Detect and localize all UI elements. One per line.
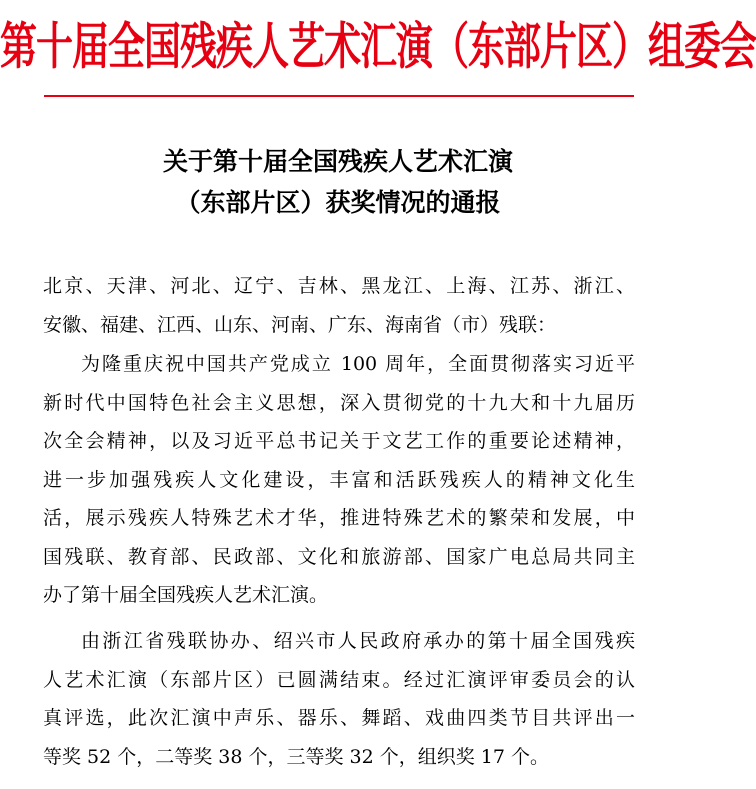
paragraph-line: 进一步加强残疾人文化建设，丰富和活跃残疾人的精神文化生 [43, 468, 635, 491]
paragraph-line: 国残联、教育部、民政部、文化和旅游部、国家广电总局共同主 [43, 545, 635, 568]
letterhead-title: 第十届全国残疾人艺术汇演（东部片区）组委会 [0, 17, 756, 76]
document-title-line-1: 关于第十届全国残疾人艺术汇演 [162, 147, 513, 176]
paragraph-line: 真评选，此次汇演中声乐、器乐、舞蹈、戏曲四类节目共评出一 [43, 707, 635, 729]
paragraph-line: 等奖 52 个，二等奖 38 个，三等奖 32 个，组织奖 17 个。 [43, 745, 550, 768]
recipients-line: 安徽、福建、江西、山东、河南、广东、海南省（市）残联： [43, 313, 557, 336]
paragraph-line: 办了第十届全国残疾人艺术汇演。 [43, 584, 329, 606]
paragraph-line: 为隆重庆祝中国共产党成立 100 周年，全面贯彻落实习近平 [81, 353, 635, 375]
paragraph-line: 新时代中国特色社会主义思想，深入贯彻党的十九大和十九届历 [43, 391, 635, 414]
paragraph-1 [43, 345, 635, 615]
recipients-line: 北京、天津、河北、辽宁、吉林、黑龙江、上海、江苏、浙江、 [43, 275, 635, 297]
paragraph-line: 人艺术汇演（东部片区）已圆满结束。经过汇演评审委员会的认 [43, 668, 635, 691]
paragraph-2 [43, 622, 635, 776]
paragraph-line: 由浙江省残联协办、绍兴市人民政府承办的第十届全国残疾 [81, 630, 635, 652]
paragraph-line: 活，展示残疾人特殊艺术才华，推进特殊艺术的繁荣和发展，中 [43, 507, 635, 529]
document-title-line-2: （东部片区）获奖情况的通报 [175, 188, 501, 217]
recipients [43, 267, 635, 344]
letterhead-red-rule [44, 95, 634, 97]
paragraph-line: 次全会精神，以及习近平总书记关于文艺工作的重要论述精神， [43, 430, 635, 452]
